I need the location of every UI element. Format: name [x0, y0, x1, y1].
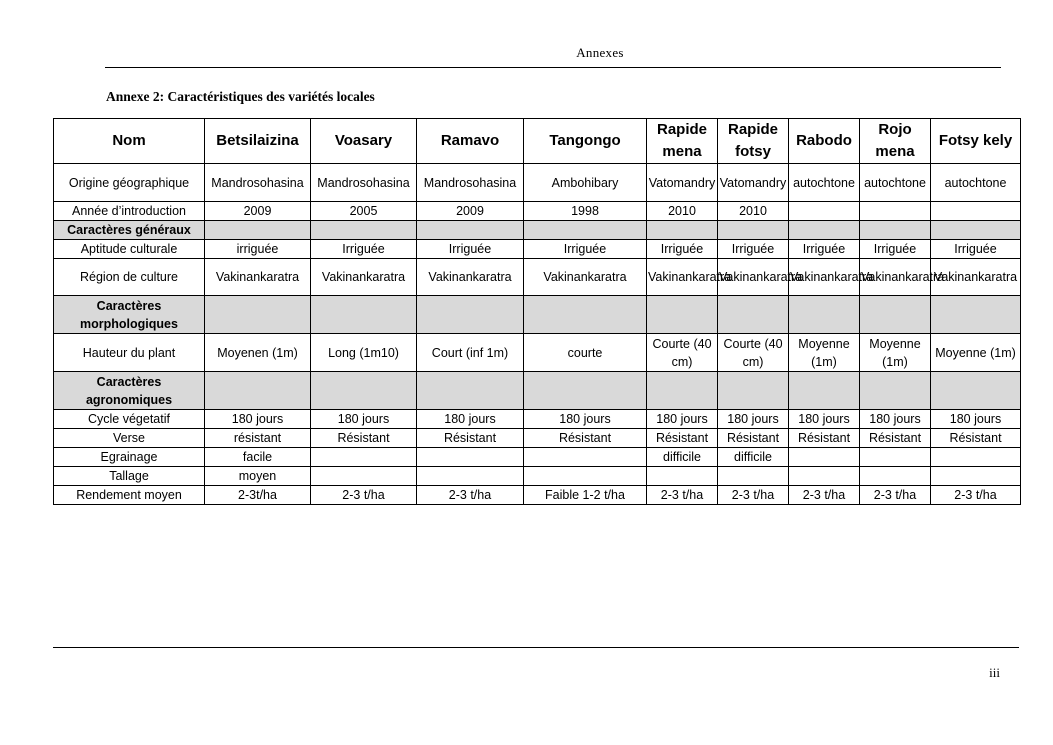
table-cell: 2005 — [311, 202, 417, 221]
table-cell — [931, 448, 1021, 467]
table-cell — [789, 448, 860, 467]
table-cell — [860, 448, 931, 467]
table-cell: Irriguée — [718, 240, 789, 259]
table-cell: 180 jours — [718, 410, 789, 429]
table-cell — [931, 221, 1021, 240]
table-cell: Résistant — [931, 429, 1021, 448]
table-cell: Mandrosohasina — [417, 164, 524, 202]
table-cell: Irriguée — [417, 240, 524, 259]
table-cell — [647, 467, 718, 486]
table-cell: Court (inf 1m) — [417, 334, 524, 372]
table-cell: Vakinankaratra — [931, 259, 1021, 296]
table-cell: Vakinankaratra — [789, 259, 860, 296]
table-cell: 180 jours — [205, 410, 311, 429]
table-cell — [524, 221, 647, 240]
table-row — [54, 486, 1021, 505]
table-cell — [860, 296, 931, 334]
table-cell: Irriguée — [789, 240, 860, 259]
table-cell: Courte (40 cm) — [647, 334, 718, 372]
page-number: iii — [989, 665, 1000, 680]
table-cell — [417, 296, 524, 334]
row-label: Tallage — [54, 467, 205, 486]
table-row — [54, 202, 1021, 221]
table-cell: Ambohibary — [524, 164, 647, 202]
table-cell: courte — [524, 334, 647, 372]
header-divider — [105, 67, 1001, 68]
table-cell — [789, 372, 860, 410]
table-row — [54, 240, 1021, 259]
table-cell: 2-3t/ha — [205, 486, 311, 505]
table-cell: Vakinankaratra — [311, 259, 417, 296]
column-header: Voasary — [311, 119, 417, 164]
table-cell: 2-3 t/ha — [931, 486, 1021, 505]
table-cell: Irriguée — [311, 240, 417, 259]
table-cell: 2-3 t/ha — [417, 486, 524, 505]
table-cell: Vakinankaratra — [524, 259, 647, 296]
table-cell — [524, 448, 647, 467]
table-cell — [647, 221, 718, 240]
table-cell: Vakinankaratra — [718, 259, 789, 296]
table-row — [54, 467, 1021, 486]
column-header: Fotsy kely — [931, 119, 1021, 164]
table-row — [54, 259, 1021, 296]
table-cell: Faible 1-2 t/ha — [524, 486, 647, 505]
section-row — [54, 221, 1021, 240]
table-cell — [311, 372, 417, 410]
table-cell: irriguée — [205, 240, 311, 259]
table-cell — [417, 448, 524, 467]
table-cell — [718, 467, 789, 486]
table-cell — [931, 202, 1021, 221]
section-row — [54, 296, 1021, 334]
table-cell — [860, 467, 931, 486]
table-cell: Vakinankaratra — [860, 259, 931, 296]
table-cell: 180 jours — [931, 410, 1021, 429]
table-cell: autochtone — [860, 164, 931, 202]
table-cell: 2-3 t/ha — [311, 486, 417, 505]
section-label: Caractères morphologiques — [54, 296, 205, 334]
table-cell: 180 jours — [647, 410, 718, 429]
column-header: Tangongo — [524, 119, 647, 164]
page-header-title: Annexes — [576, 45, 624, 60]
table-cell: Moyenen (1m) — [205, 334, 311, 372]
table-cell: 2010 — [718, 202, 789, 221]
section-label: Caractères généraux — [54, 221, 205, 240]
table-cell: Mandrosohasina — [205, 164, 311, 202]
table-cell — [647, 372, 718, 410]
table-cell: 2010 — [647, 202, 718, 221]
table-cell: difficile — [647, 448, 718, 467]
column-header: Rojo mena — [860, 119, 931, 164]
table-cell — [860, 202, 931, 221]
table-cell — [311, 448, 417, 467]
row-label: Aptitude culturale — [54, 240, 205, 259]
section-row — [54, 372, 1021, 410]
table-row — [54, 164, 1021, 202]
table-cell: Courte (40 cm) — [718, 334, 789, 372]
table-cell — [789, 467, 860, 486]
row-label: Origine géographique — [54, 164, 205, 202]
table-cell — [718, 296, 789, 334]
varieties-table — [53, 118, 1021, 505]
table-cell: 2009 — [417, 202, 524, 221]
table-cell: 2-3 t/ha — [718, 486, 789, 505]
row-label: Rendement moyen — [54, 486, 205, 505]
table-cell: Résistant — [789, 429, 860, 448]
table-cell: 180 jours — [860, 410, 931, 429]
table-row — [54, 334, 1021, 372]
table-row — [54, 448, 1021, 467]
table-cell — [789, 202, 860, 221]
row-label: Hauteur du plant — [54, 334, 205, 372]
table-cell — [417, 467, 524, 486]
table-cell: Long (1m10) — [311, 334, 417, 372]
table-cell: Moyenne (1m) — [860, 334, 931, 372]
table-cell — [417, 372, 524, 410]
table-cell: Résistant — [718, 429, 789, 448]
table-cell: Irriguée — [647, 240, 718, 259]
table-cell — [789, 221, 860, 240]
footer-divider — [53, 647, 1019, 648]
table-cell: Irriguée — [860, 240, 931, 259]
table-cell — [417, 221, 524, 240]
row-label: Cycle végetatif — [54, 410, 205, 429]
table-cell: Résistant — [860, 429, 931, 448]
table-cell — [931, 467, 1021, 486]
table-cell — [647, 296, 718, 334]
table-row — [54, 410, 1021, 429]
table-cell: Vatomandry — [718, 164, 789, 202]
row-label: Verse — [54, 429, 205, 448]
section-label: Caractères agronomiques — [54, 372, 205, 410]
table-cell — [718, 372, 789, 410]
table-cell: 180 jours — [524, 410, 647, 429]
table-cell: 1998 — [524, 202, 647, 221]
table-cell — [311, 467, 417, 486]
table-cell: 2-3 t/ha — [860, 486, 931, 505]
table-cell: Vakinankaratra — [205, 259, 311, 296]
table-cell: autochtone — [931, 164, 1021, 202]
table-cell: 180 jours — [311, 410, 417, 429]
table-cell: Mandrosohasina — [311, 164, 417, 202]
row-label: Région de culture — [54, 259, 205, 296]
table-cell — [860, 221, 931, 240]
table-cell: 2-3 t/ha — [789, 486, 860, 505]
table-cell — [524, 296, 647, 334]
table-cell: 2-3 t/ha — [647, 486, 718, 505]
table-cell: Vakinankaratra — [417, 259, 524, 296]
table-cell — [524, 467, 647, 486]
table-cell: Moyenne (1m) — [931, 334, 1021, 372]
table-cell — [311, 296, 417, 334]
table-cell — [311, 221, 417, 240]
table-cell: moyen — [205, 467, 311, 486]
column-header: Betsilaizina — [205, 119, 311, 164]
row-label: Année d’introduction — [54, 202, 205, 221]
table-cell: résistant — [205, 429, 311, 448]
table-cell: Moyenne (1m) — [789, 334, 860, 372]
column-header: Ramavo — [417, 119, 524, 164]
column-header: Rapide fotsy — [718, 119, 789, 164]
table-cell: 2009 — [205, 202, 311, 221]
table-row — [54, 429, 1021, 448]
table-cell — [931, 296, 1021, 334]
table-cell: Résistant — [647, 429, 718, 448]
row-label: Egrainage — [54, 448, 205, 467]
table-cell: 180 jours — [789, 410, 860, 429]
table-cell — [931, 372, 1021, 410]
table-cell: autochtone — [789, 164, 860, 202]
table-cell — [205, 296, 311, 334]
table-cell: Vakinankaratra — [647, 259, 718, 296]
table-cell: Résistant — [417, 429, 524, 448]
table-cell — [524, 372, 647, 410]
table-cell: Résistant — [311, 429, 417, 448]
column-header: Nom — [54, 119, 205, 164]
table-cell — [205, 221, 311, 240]
table-cell: facile — [205, 448, 311, 467]
table-cell — [860, 372, 931, 410]
table-cell — [718, 221, 789, 240]
table-cell: Irriguée — [524, 240, 647, 259]
table-cell — [789, 296, 860, 334]
table-cell: Résistant — [524, 429, 647, 448]
table-cell: 180 jours — [417, 410, 524, 429]
column-header: Rabodo — [789, 119, 860, 164]
table-cell: Vatomandry — [647, 164, 718, 202]
table-cell — [205, 372, 311, 410]
table-cell: difficile — [718, 448, 789, 467]
table-caption: Annexe 2: Caractéristiques des variétés locales — [106, 89, 375, 104]
table-cell: Irriguée — [931, 240, 1021, 259]
column-header: Rapide mena — [647, 119, 718, 164]
table-header-row — [54, 119, 1021, 164]
